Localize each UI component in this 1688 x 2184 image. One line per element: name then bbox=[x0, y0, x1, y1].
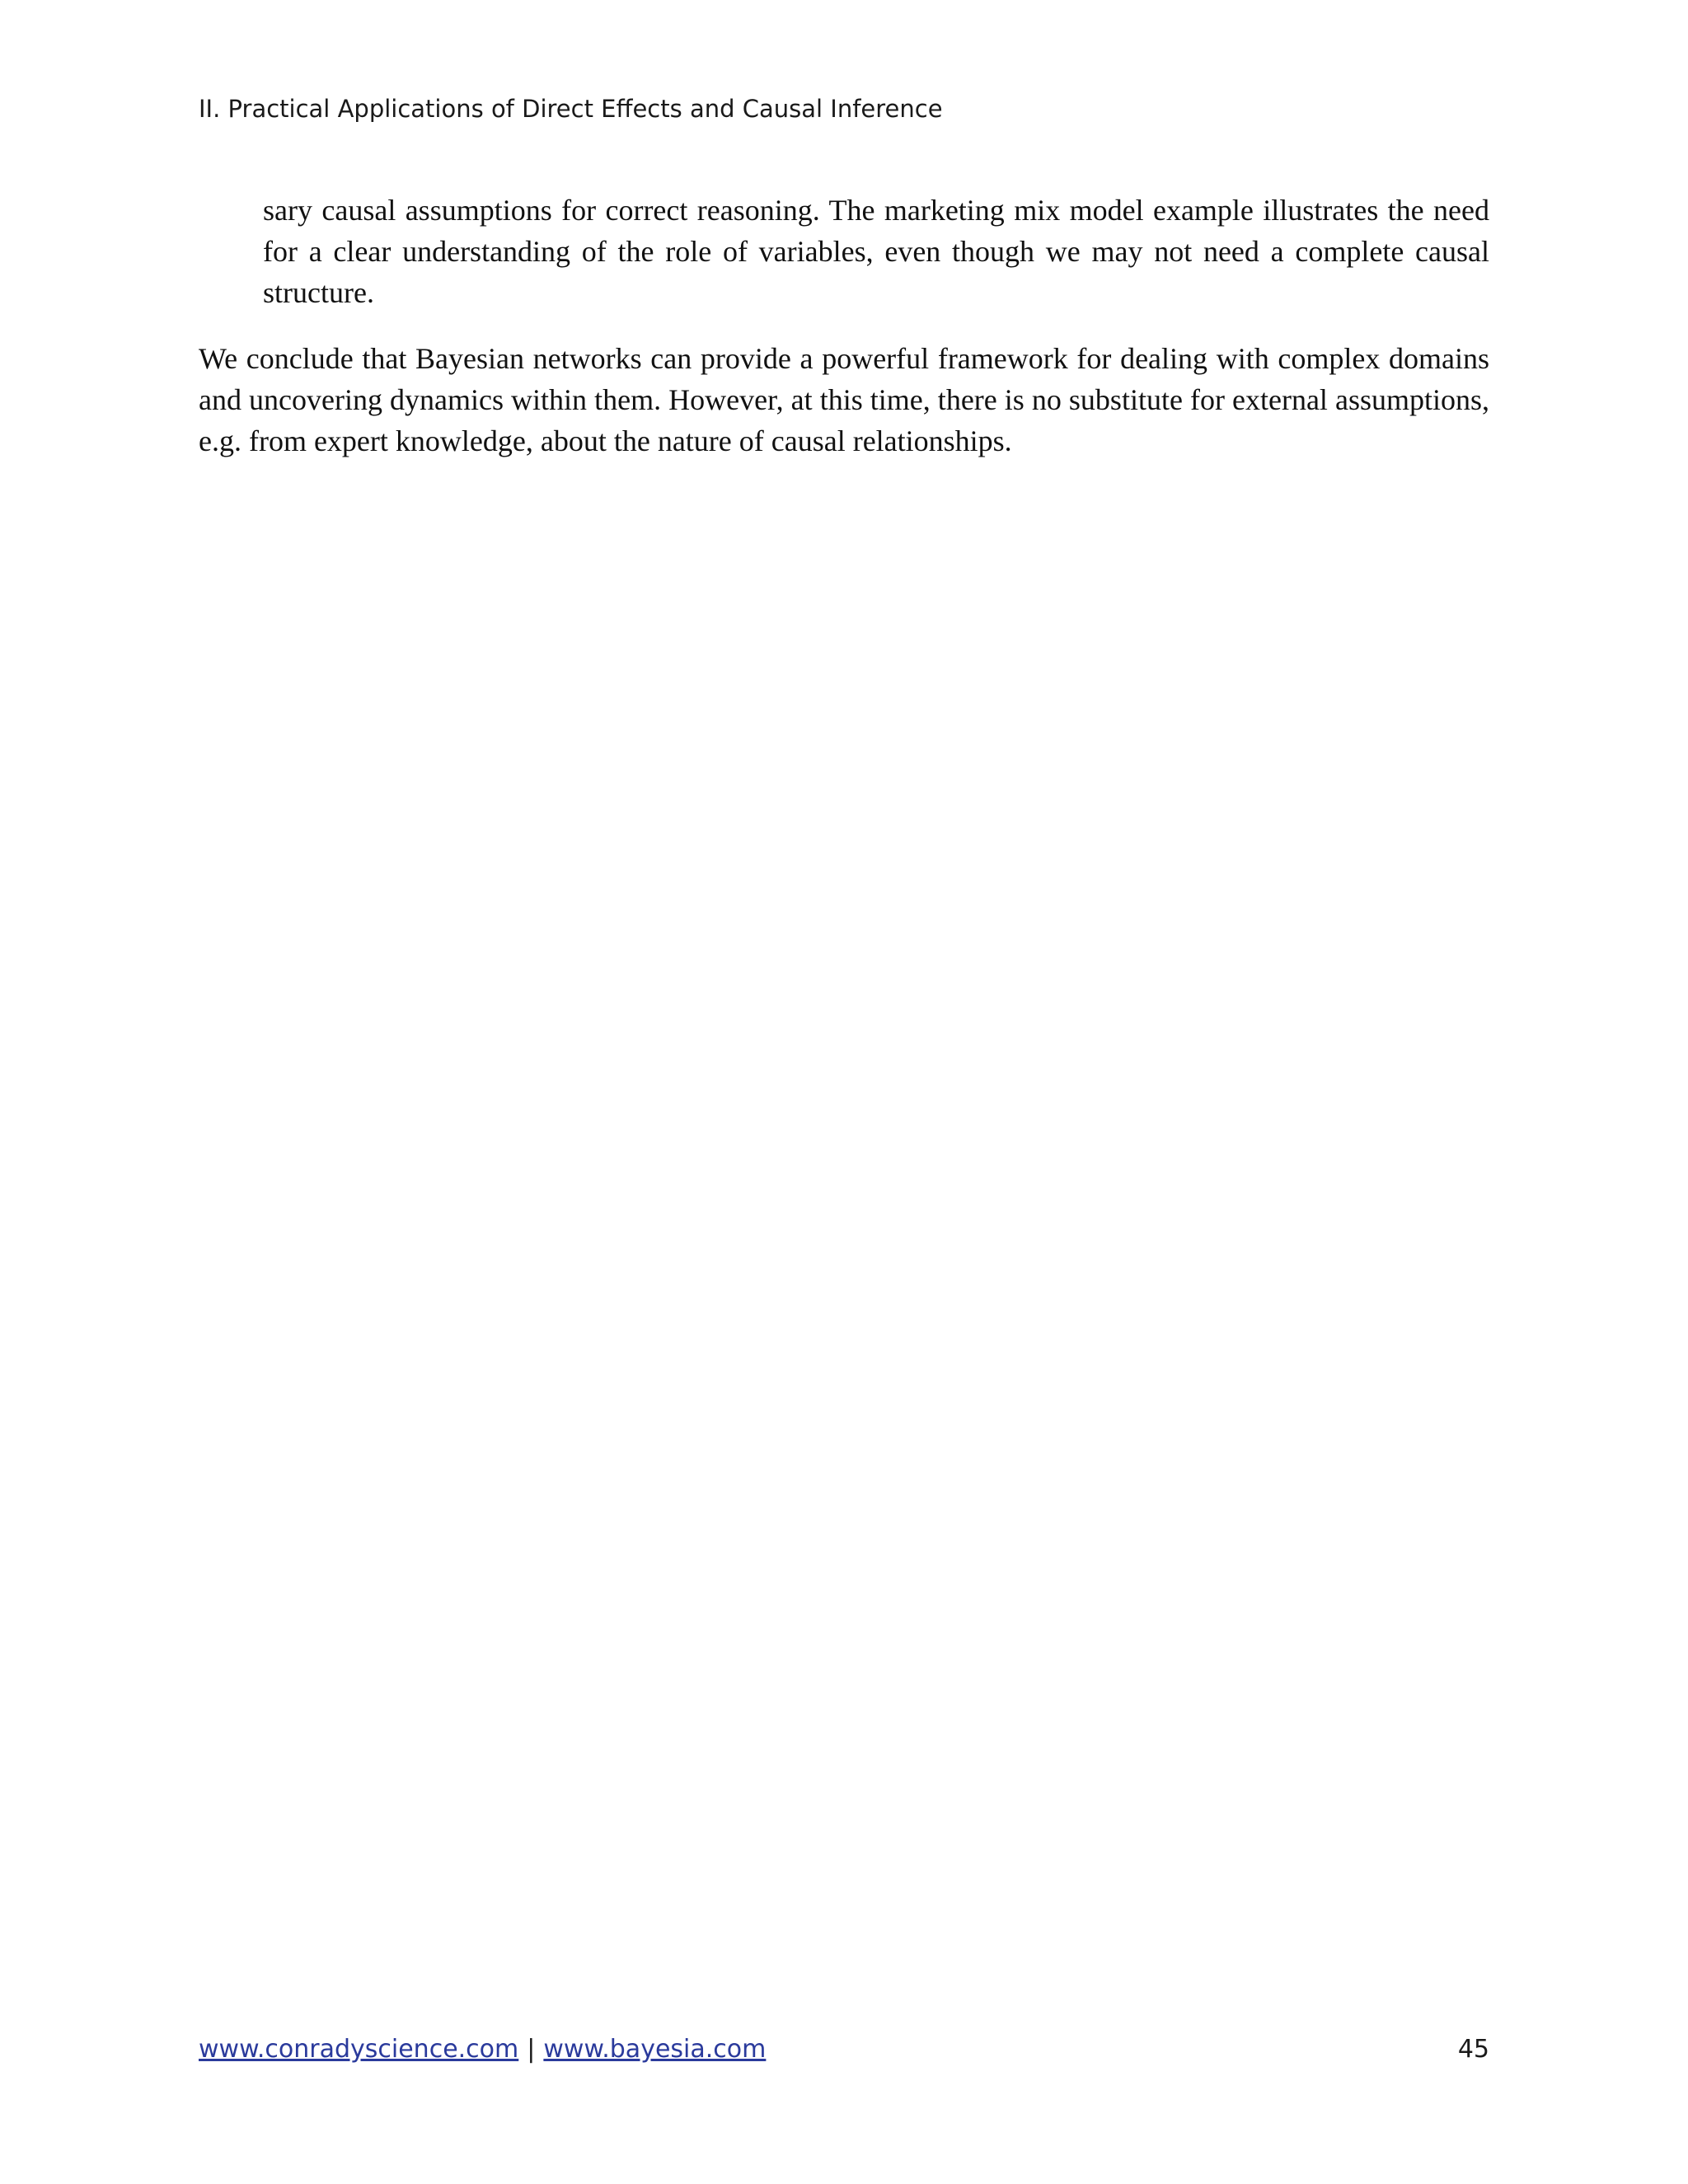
page-number: 45 bbox=[1457, 2035, 1489, 2064]
conclusion-text-block bbox=[199, 338, 1489, 462]
running-header: II. Practical Applications of Direct Effects and Causal Inference bbox=[199, 95, 943, 123]
indented-paragraph: sary causal assumptions for correct reasoning. The marketing mix model example illustrates the need for a clear understanding of the role of variables, even though we may not need a complete causal structure. bbox=[263, 194, 1489, 309]
page-footer bbox=[199, 2032, 1489, 2068]
conradyscience-link[interactable]: www.conradyscience.com bbox=[199, 2035, 519, 2064]
footer-separator: | bbox=[527, 2035, 536, 2064]
indented-text-block bbox=[263, 190, 1489, 313]
conclusion-paragraph: We conclude that Bayesian networks can provide a powerful framework for dealing with complex domains and uncovering dynamics within them. However, at this time, there is no substitute for external assumptions, e.g. from expert knowledge, about the nature of causal relationships. bbox=[199, 342, 1489, 457]
bayesia-link[interactable]: www.bayesia.com bbox=[543, 2035, 767, 2064]
footer-links bbox=[199, 2032, 766, 2068]
